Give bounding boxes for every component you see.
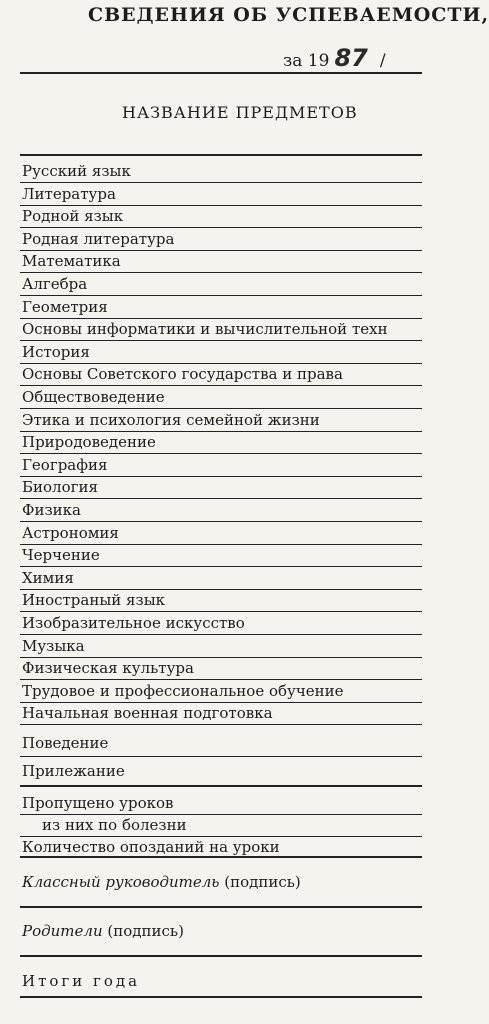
subject-row: Начальная военная подготовка [22,704,273,722]
parents-signature-row [22,923,422,940]
row-rule [20,679,422,680]
subject-row: Природоведение [22,433,156,451]
teacher-label: Классный руководитель [22,873,220,891]
parents-signature-note: (подпись) [107,922,184,940]
row-rule [20,363,422,364]
row-rule [20,250,422,251]
row-rule [20,385,422,386]
row-rule [20,521,422,522]
row-rule [20,453,422,454]
subject-row: Трудовое и профессиональное обучение [22,682,344,700]
subject-row: Черчение [22,546,100,564]
signature-line [20,906,422,908]
handwritten-year: 87 [331,44,375,73]
row-rule [20,702,422,703]
subject-row: Физическая культура [22,659,194,677]
subject-row: Основы информатики и вычислительной техн [22,320,388,338]
section-divider [20,856,422,858]
school-year [283,44,386,73]
subjects-top-rule [20,154,422,156]
subject-row: География [22,456,108,474]
row-rule [20,318,422,319]
subject-row: Родная литература [22,230,175,248]
row-rule [20,724,422,725]
parents-label: Родители [22,922,103,940]
row-rule [20,431,422,432]
subject-row: Основы Советского государства и права [22,365,343,383]
subject-row: Алгебра [22,275,88,293]
row-rule [20,814,422,815]
subject-row: Этика и психология семейной жизни [22,411,320,429]
subject-row: Химия [22,569,74,587]
conduct-row: Поведение [22,734,109,752]
row-rule [20,611,422,612]
row-rule [20,544,422,545]
row-rule [20,295,422,296]
year-prefix: за 19 [283,51,330,71]
subject-row: Обществоведение [22,388,165,406]
report-title: СВЕДЕНИЯ ОБ УСПЕВАЕМОСТИ, [88,4,489,26]
row-rule [20,476,422,477]
row-rule [20,182,422,183]
row-rule [20,227,422,228]
header-divider [20,72,422,74]
subject-row: Астрономия [22,524,119,542]
teacher-signature-row [22,874,422,891]
row-rule [20,836,422,837]
year-results-row: Итоги года [22,972,141,990]
row-rule [20,498,422,499]
section-divider [20,785,422,787]
late-count-row: Количество опозданий на уроки [22,838,280,856]
diligence-row: Прилежание [22,762,125,780]
signature-line [20,955,422,957]
row-rule [20,589,422,590]
row-rule [20,340,422,341]
row-rule [20,408,422,409]
subject-row: Биология [22,478,98,496]
row-rule [20,566,422,567]
bottom-rule [20,996,422,998]
subject-row: Геометрия [22,298,108,316]
year-suffix: / [379,51,386,71]
row-rule [20,657,422,658]
subject-row: История [22,343,90,361]
subject-row: Математика [22,252,121,270]
subject-row: Русский язык [22,162,131,180]
subject-row: Литература [22,185,116,203]
row-rule [20,205,422,206]
missed-illness-row: из них по болезни [42,816,187,834]
subject-row: Родной язык [22,207,124,225]
row-rule [20,756,422,757]
row-rule [20,272,422,273]
subject-row: Иностраный язык [22,591,166,609]
subject-row: Изобразительное искусство [22,614,245,632]
missed-lessons-row: Пропущено уроков [22,794,174,812]
subject-row: Музыка [22,637,85,655]
teacher-signature-note: (подпись) [224,873,301,891]
row-rule [20,634,422,635]
subjects-heading: НАЗВАНИЕ ПРЕДМЕТОВ [122,103,358,122]
subject-row: Физика [22,501,81,519]
